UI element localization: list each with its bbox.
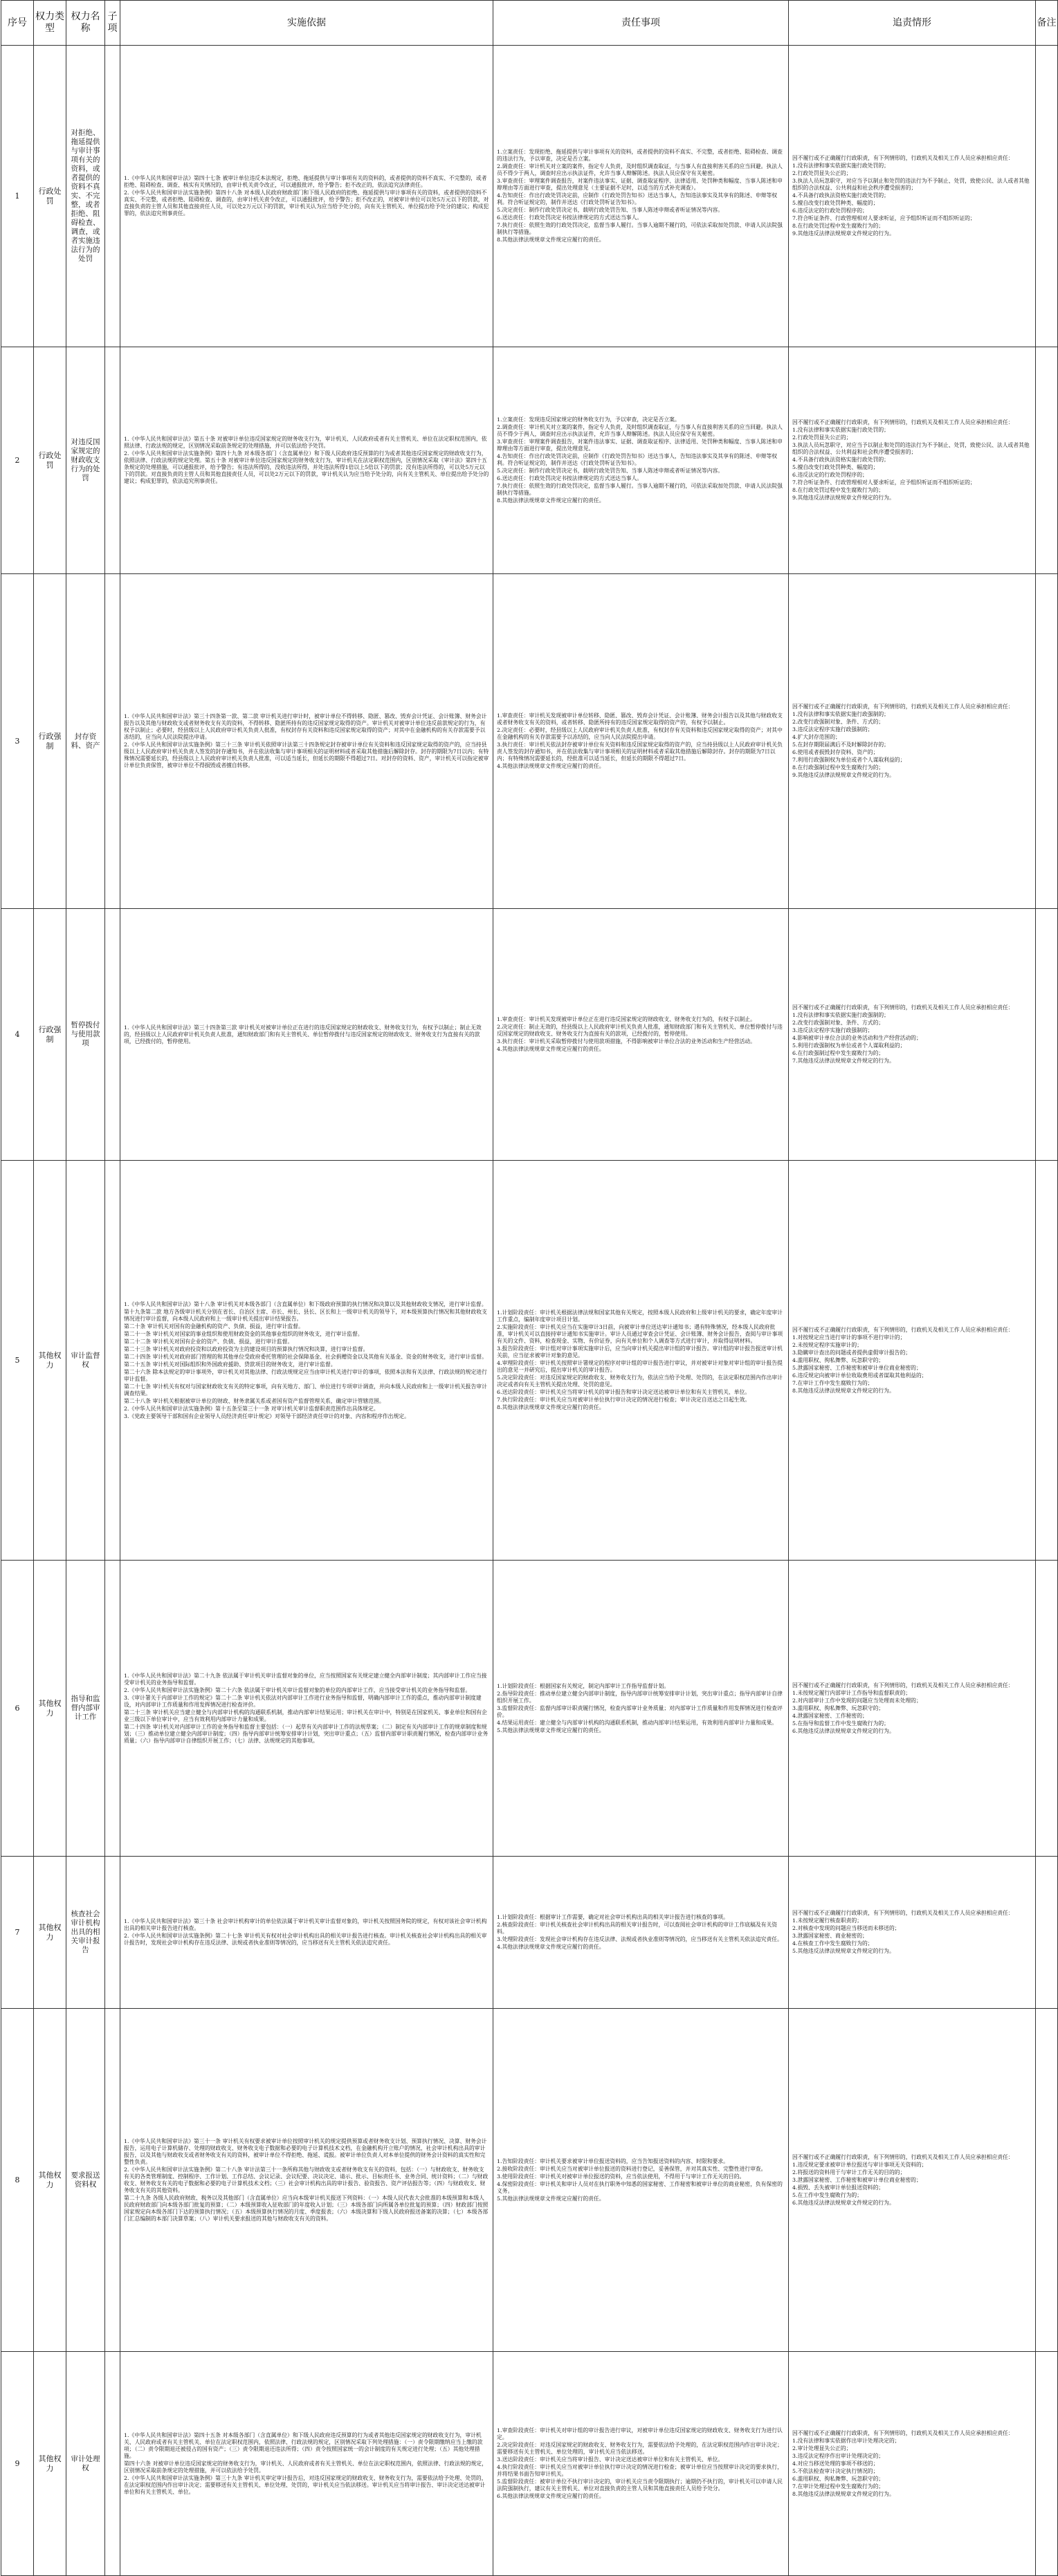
table-row — [1, 909, 1058, 1161]
basis-cell-paragraph: 2.《中华人民共和国审计法实施条例》第二十七条 审计机关有权对社会审计机构出具的相关审计报告进行核查。审计机关核查社会审计机构出具的相关审计报告时，发现社会审计机构存在违反法律、法规或者执业准则等情况的，应当移送有关主管机关依法追究责任。 — [124, 1933, 487, 1946]
accountability-cell-paragraph: 2.未按规定程序实施审计的； — [792, 1341, 863, 1348]
responsibility-cell-paragraph: 2.调查责任：审计机关对立案的案件，指定专人负责，及时组织调查取证，与当事人有直接利害关系的应当回避。执法人员不得少于两人，调查时应出示执法证件，允许当事人辩解陈述。执法人员应保守有关秘密。 — [497, 163, 783, 176]
responsibility-cell-paragraph: 3.监督阶段责任：监督内部审计职责履行情况，检查内部审计业务质量；对内部审计工作质量和作用发挥情况进行检查评价。 — [497, 1704, 783, 1718]
accountability-cell-paragraph: 因不履行或不正确履行行政职责，有下列情形的，行政机关及相关工作人员应承担相应责任： — [792, 703, 1014, 710]
responsibility-cell — [493, 46, 789, 347]
accountability-cell-paragraph: 3.违反法定程序实施行政强制的； — [792, 726, 873, 733]
responsibility-cell-paragraph: 2.指导阶段责任：推动单位建立健全内部审计制度，指导内部审计统筹安排审计计划，突出审计重点；指导内部审计自律组织开展工作。 — [497, 1690, 783, 1704]
basis-cell-paragraph: 2.《中华人民共和国审计法实施条例》第三十九条 审计机关审定审计报告后，对违反国家规定的财政收支、财务收支行为，需要依法给予处理、处罚的，在法定职权范围内作出审计决定；需要移送有关主管机关、单位处理、处罚的，审计机关应当依法移送。审计机关应当将审计报告、审计决定送达被审计单位和有关主管机关、单位。 — [124, 2474, 487, 2495]
basis-cell-paragraph: 1.《中华人民共和国审计法》第二十九条 依法属于审计机关审计监督对象的单位，应当按照国家有关规定建立健全内部审计制度；其内部审计工作应当接受审计机关的业务指导和监督。 — [124, 1672, 487, 1686]
row-index: 2 — [1, 347, 34, 574]
accountability-cell-paragraph: 因不履行或不正确履行行政职责，有下列情形的，行政机关及相关工作人员应承担相应责任： — [792, 419, 1014, 425]
sub-item-cell — [105, 2352, 120, 2576]
responsibility-cell-paragraph: 5.决定责任：制作行政处罚决定书，载明行政处罚告知、当事人陈述申辩或者听证情况等内容。 — [497, 207, 724, 213]
header-note: 备注 — [1036, 1, 1058, 46]
responsibility-cell-paragraph: 1.立案责任：发现拒绝、拖延提供与审计事项有关的资料，或者提供的资料不真实、不完整，或者拒绝、阻碍检查、调查的违法行为，予以审查，决定是否立案。 — [497, 149, 783, 162]
accountability-cell-paragraph: 2.对核查中发现的问题应当移送而未移送的； — [792, 1925, 900, 1931]
sub-item-cell — [105, 2009, 120, 2352]
note-cell — [1036, 1857, 1058, 2009]
basis-cell-paragraph: 第二十三条 审计机关应当建立健全与内部审计机构的沟通联系机制，推动内部审计结果运用；审计机关在审计中，特别是在国家机关、事业单位和国有企业三级以下单位审计中，应当有效利用内部审计力量和成果。 — [124, 1709, 487, 1722]
accountability-cell-paragraph: 4.对应当移送处理的事项不移送的； — [792, 2460, 879, 2467]
accountability-cell-paragraph: 8.其他违反法律法规规章文件规定的行为。 — [792, 2490, 895, 2497]
accountability-cell-paragraph: 9.其他违反法律法规规章文件规定的行为。 — [792, 230, 895, 237]
header-power-type: 权力类型 — [34, 1, 66, 46]
table-row — [1, 1857, 1058, 2009]
accountability-cell-paragraph: 1.对按规定应当进行审计的事项不进行审计的； — [792, 1334, 906, 1341]
responsibility-cell-paragraph: 3.审查责任：审理案件调查报告，对案件违法事实、证据、调查取证程序、法律适用、处罚种类和幅度、当事人陈述和申辩理由等方面进行审查，提出处理意见（主要证据不足时，以适当的方式补充调查）。 — [497, 178, 783, 191]
power-type-cell: 其他权力 — [34, 1161, 66, 1561]
responsibility-cell-paragraph: 1.计划阶段责任：审计机关根据法律法规和国家其他有关规定，按照本级人民政府和上级审计机关的要求，确定年度审计工作重点，编制年度审计项目计划。 — [497, 1309, 783, 1323]
accountability-cell-paragraph: 9.其他违反法律法规规章文件规定的行为。 — [792, 495, 895, 501]
basis-cell-paragraph: 2.《中华人民共和国审计法实施条例》第二十八条 审计法第三十一条所称其他与财政收支或者财务收支有关的资料，包括：（一）与财政收支、财务收支有关的各类管理制度、控制程序、工作计划、工作总结、会议记录、会议纪要、决议决定、请示、批示、目标责任书、业务合同、统计资料；（二）与财政收支、财务收支有关的电子数据和必要的电子计算机技术文档；（三）社会审计机构出具的审计报告、验资报告、资产评估报告等；（四）与财政收支、财务收支有关的其他资料。 — [124, 2166, 489, 2193]
note-cell — [1036, 46, 1058, 347]
responsibility-cell-paragraph: 4.其他法律法规规章文件规定应履行的责任。 — [497, 1944, 605, 1950]
basis-cell — [120, 46, 493, 347]
responsibility-cell-paragraph: 4.保密阶段责任：审计机关和审计人员对在执行职务中知悉的国家秘密、工作秘密和被审计单位的商业秘密，负有保密的义务。 — [497, 2180, 783, 2194]
accountability-cell-paragraph: 因不履行或不正确履行行政职责，有下列情形的，行政机关及相关工作人员应承担相应责任： — [792, 1004, 1014, 1011]
accountability-cell — [789, 1857, 1036, 2009]
responsibility-cell-paragraph: 1.审查阶段责任：审计机关对审计组的审计报告进行审议，对被审计单位违反国家规定的财政收支、财务收支行为进行认定。 — [497, 2427, 783, 2440]
responsibility-cell-paragraph: 4.告知责任：作出行政处罚决定前，应制作《行政处罚告知书》送达当事人，告知违法事实及其享有的陈述、申辩等权利。符合听证规定的，制作并送达《行政处罚听证告知书》。 — [497, 192, 778, 205]
row-index: 9 — [1, 2352, 34, 2576]
responsibility-cell-paragraph: 5.决定责任：制作行政处罚决定书，载明行政处罚告知、当事人陈述申辩或者听证情况等内容。 — [497, 468, 724, 474]
accountability-cell-paragraph: 9.其他违反法律法规规章文件规定的行为。 — [792, 772, 895, 778]
responsibility-cell-paragraph: 5.决定阶段责任：对违反国家规定的财政收支、财务收支行为，依法应当给予处理、处罚的，在法定职权范围内作出审计决定或者向有关主管机关提出处理、处罚的意见。 — [497, 1374, 783, 1388]
responsibility-cell — [493, 1561, 789, 1857]
responsibility-cell-paragraph: 6.送达阶段责任：审计机关应当将审计机关的审计报告和审计决定送达被审计单位和有关主管机关、单位。 — [497, 1389, 751, 1395]
responsibility-cell-paragraph: 2.决定责任：必要时，经县级以上人民政府审计机关负责人批准，有权封存有关资料和违反国家规定取得的资产；对其中在金融机构的有关存款需要予以冻结的，应当向人民法院提出申请。 — [497, 727, 783, 740]
responsibility-cell-paragraph: 3.送达阶段责任：审计机关应当将审计报告、审计决定送达被审计单位和有关主管机关、单位。 — [497, 2456, 724, 2463]
responsibility-cell — [493, 1857, 789, 2009]
basis-cell — [120, 1161, 493, 1561]
note-cell — [1036, 574, 1058, 909]
basis-cell-paragraph: 第二十五条 审计机关对国际组织和外国政府援助、贷款项目的财务收支，进行审计监督。 — [124, 1361, 336, 1368]
responsibility-cell-paragraph: 3.处理阶段责任：发现社会审计机构存在违反法律、法规或者执业准则等情况的，应当移送有关主管机关依法追究责任。 — [497, 1936, 783, 1942]
table-row — [1, 1161, 1058, 1561]
responsibility-cell-paragraph: 4.审理阶段责任：审计机关按照审计署规定的程序对审计组的审计报告进行审议，并对被审计对象对审计组的审计报告提出的意见一并研究后，提出审计机关的审计报告。 — [497, 1360, 783, 1373]
basis-cell-paragraph: 第二十四条 审计机关对内部审计工作的业务指导和监督主要包括：（一）起草有关内部审计工作的法规草案；（二）制定有关内部审计工作的规章制度和规划；（三）推动单位建立健全内部审计制度；（四）指导内部审计统筹安排审计计划，突出审计重点；（五）监督内部审计职责履行情况，检查内部审计业务质量；（六）指导内部审计自律组织开展工作；（七）法律、法规规定的其他事项。 — [124, 1723, 489, 1744]
responsibility-cell-paragraph: 7.执行责任：依照生效的行政处罚决定，监督当事人履行。当事人逾期不履行的，可依法采取加处罚款、申请人民法院强制执行等措施。 — [497, 483, 783, 496]
accountability-cell-paragraph: 3.违反法定程序作出审计处理决定的； — [792, 2452, 884, 2459]
accountability-cell-paragraph: 5.泄露国家秘密、工作秘密和被审计单位商业秘密的； — [792, 1364, 922, 1371]
accountability-cell-paragraph: 2.行政处罚显失公正的； — [792, 170, 852, 176]
responsibility-cell-paragraph: 2.决定责任：制止无效的，经县级以上人民政府审计机关负责人批准，通知财政部门和有关主管机关、单位暂停拨付与违反国家规定的财政收支、财务收支行为直接有关的款项，已经拨付的，暂停使用。 — [497, 1024, 783, 1037]
basis-cell-paragraph: 第二十八条 审计机关根据被审计单位的财政、财务隶属关系或者国有资产监督管理关系，确定审计管辖范围。 — [124, 1397, 385, 1404]
power-type-cell: 其他权力 — [34, 2009, 66, 2352]
row-index: 3 — [1, 574, 34, 909]
responsibility-cell-paragraph: 4.结果运用责任：建立健全与内部审计机构的沟通联系机制，推动内部审计结果运用，有效利用内部审计力量和成果。 — [497, 1719, 778, 1726]
accountability-cell-paragraph: 5.在指导和监督工作中发生腐败行为的； — [792, 1720, 889, 1727]
accountability-cell-paragraph: 4.在核查工作中发生腐败行为的； — [792, 1940, 873, 1947]
sub-item-cell — [105, 1161, 120, 1561]
basis-cell-paragraph: 1.《中华人民共和国审计法》第五十条 对被审计单位违反国家规定的财务收支行为，审计机关、人民政府或者有关主管机关、单位在法定职权范围内，依照法律、行政法规的规定，区别情况采取前条规定的处理措施，并可以依法给予处罚。 — [124, 436, 487, 449]
accountability-cell-paragraph: 因不履行或不正确履行行政职责，有下列情形的，行政机关及相关工作人员应承担相应责任： — [792, 1682, 1014, 1689]
accountability-cell-paragraph: 5.擅自改变行政处罚种类、幅度的； — [792, 200, 879, 206]
accountability-cell-paragraph: 4.滥用职权、徇私舞弊、玩忽职守的； — [792, 1356, 884, 1363]
header-basis: 实施依据 — [120, 1, 493, 46]
responsibility-cell — [493, 2009, 789, 2352]
note-cell — [1036, 2352, 1058, 2576]
basis-cell-paragraph: 第四十六条 对被审计单位违反国家规定的财务收支行为，审计机关、人民政府或者有关主管机关、单位在法定职权范围内，依照法律、行政法规的规定，区别情况采取前条规定的处理措施，并可以依法给予处罚。 — [124, 2460, 487, 2474]
accountability-cell-paragraph: 5.在封存期限届满后不及时解除封存的； — [792, 742, 889, 748]
responsibility-cell-paragraph: 5.其他法律法规规章文件规定应履行的责任。 — [497, 2195, 605, 2202]
basis-cell-paragraph: 2.《中华人民共和国审计法实施条例》第四十九条 对本级各部门（含直属单位）和下级人民政府违反预算的行为或者其他违反国家规定的财政收支行为，依照法律、行政法规的规定处理。第五十条 对被审计单位违反国家规定的财务收支行为，审计机关在法定职权范围内，区别情况采取《审计法》第四十五条规定的处理措施，可以通报批评，给予警告；有违法所得的，没收违法所得，并处违法所得1倍以上5倍以下的罚款；没有违法所得的，可以处5万元以下的罚款。对直接负责的主管人员和其他直接责任人员，可以处2万元以下的罚款，审计机关认为应当给予处分的，向有关主管机关、单位提出给予处分的建议；构成犯罪的，依法追究刑事责任。 — [124, 450, 489, 484]
responsibility-cell — [493, 2352, 789, 2576]
row-index: 7 — [1, 1857, 34, 2009]
sub-item-cell — [105, 1561, 120, 1857]
accountability-cell-paragraph: 8.在行政处罚过程中发生腐败行为的； — [792, 487, 884, 493]
basis-cell-paragraph: 1.《中华人民共和国审计法》第三十四条第三款 审计机关对被审计单位正在进行的违反国家规定的财政收支、财务收支行为，有权予以制止；制止无效的，经县级以上人民政府审计机关负责人批准，通知财政部门和有关主管机关、单位暂停拨付与违反国家规定的财政收支、财务收支行为直接有关的款项，已经拨付的，暂停使用。 — [124, 1024, 482, 1045]
responsibility-cell-paragraph: 2.核查阶段责任：审计机关核查社会审计机构出具的相关审计报告时，可以查阅社会审计机构的审计工作底稿及有关资料。 — [497, 1922, 778, 1935]
power-name-cell: 要求报送资料权 — [66, 2009, 105, 2352]
accountability-cell-paragraph: 6.滥用职权、徇私舞弊、玩忽职守的； — [792, 2475, 884, 2482]
power-type-cell: 行政强制 — [34, 574, 66, 909]
accountability-cell-paragraph: 7.利用行政强制权为单位或者个人谋取利益的； — [792, 757, 906, 763]
accountability-cell-paragraph: 6.其他违反法律法规规章文件规定的行为。 — [792, 2199, 895, 2206]
basis-cell-paragraph: 3.《审计署关于内部审计工作的规定》第二十二条 审计机关依法对内部审计工作进行业务指导和监督，明确内部审计工作的重点，推动内部审计制度建设，对内部审计工作质量和作用发挥情况进行检查评价。 — [124, 1694, 482, 1708]
responsibility-cell-paragraph: 8.其他法律法规规章文件规定应履行的责任。 — [497, 237, 605, 243]
power-name-cell: 审计处理权 — [66, 2352, 105, 2576]
accountability-cell-paragraph: 4.影响被审计单位合法的业务活动和生产经营活动的； — [792, 1035, 922, 1041]
responsibility-cell-paragraph: 4.告知责任：作出行政处罚决定前，应制作《行政处罚告知书》送达当事人，告知违法事实及其享有的陈述、申辩等权利。符合听证规定的，制作并送达《行政处罚听证告知书》。 — [497, 453, 778, 466]
power-type-cell: 行政处罚 — [34, 347, 66, 574]
responsibility-cell-paragraph: 1.审查责任：审计机关发现被审计单位转移、隐匿、篡改、毁弃会计凭证、会计账簿、财务会计报告以及其他与财政收支或者财务收支有关的资料，或者转移、隐匿所持有的违反国家规定取得的资产的，有权予以制止。 — [497, 712, 783, 726]
row-index: 1 — [1, 46, 34, 347]
accountability-cell-paragraph: 5.擅自改变行政处罚种类、幅度的； — [792, 464, 879, 470]
accountability-cell-paragraph: 4.泄露国家秘密、工作秘密的； — [792, 1712, 868, 1719]
accountability-cell-paragraph: 7.其他违反法律法规规章文件规定的行为。 — [792, 1058, 895, 1064]
basis-cell-paragraph: 1.《中华人民共和国审计法》第四十五条 对本级各部门（含直属单位）和下级人民政府违反预算的行为或者其他违反国家规定的财政收支行为，审计机关、人民政府或者有关主管机关、单位在法定职权范围内，依照法律、行政法规的规定，区别情况采取下列处理措施：（一）责令限期缴纳应当上缴的款项；（二）责令限期退还被侵占的国有资产；（三）责令限期退还违法所得；（四）责令按照国家统一的会计制度的有关规定进行处理；（五）其他处理措施。 — [124, 2431, 483, 2459]
accountability-cell-paragraph: 因不履行或不正确履行行政职责，有下列情形的，行政机关及相关工作人员应承担相应责任： — [792, 2153, 1014, 2160]
responsibility-cell-paragraph: 8.其他法律法规规章文件规定应履行的责任。 — [497, 497, 605, 504]
power-name-cell: 暂停拨付与使用款项 — [66, 909, 105, 1161]
basis-cell-paragraph: 2.《中华人民共和国审计法实施条例》第三十三条 审计机关依照审计法第三十四条规定封存被审计单位有关资料和违反国家规定取得的资产的，应当持县级以上人民政府审计机关负责人签发的封存通知书，并在依法收集与审计事项相关的证明材料或者采取其他措施后解除封存。封存的期限为7日以内；有特殊情况需要延长的，经县级以上人民政府审计机关负责人批准，可以适当延长，但延长的期限不得超过7日。对封存的资料、资产，审计机关可以指定被审计单位负责保管，被审计单位不得损毁或者擅自转移。 — [124, 742, 489, 769]
accountability-cell — [789, 2352, 1036, 2576]
accountability-cell-paragraph: 1.未按规定履行核查职责的； — [792, 1917, 863, 1924]
responsibility-cell — [493, 574, 789, 909]
note-cell — [1036, 347, 1058, 574]
sub-item-cell — [105, 347, 120, 574]
accountability-cell-paragraph: 3.执法人员玩忽职守，对应当予以制止和处罚的违法行为不予制止、处罚，致使公民、法人或者其他组织的合法权益、公共利益和社会秩序遭受损害的； — [792, 178, 1030, 191]
accountability-cell-paragraph: 4.损毁、丢失被审计单位报送资料的； — [792, 2184, 884, 2191]
accountability-cell-paragraph: 1.未按规定履行内部审计工作指导和监督职责的； — [792, 1689, 911, 1696]
accountability-cell-paragraph: 5.不依法检查审计决定执行情况的； — [792, 2467, 879, 2474]
responsibility-cell — [493, 909, 789, 1161]
basis-cell-paragraph: 第二十一条 审计机关对国家的事业组织和使用财政资金的其他事业组织的财务收支，进行审计监督。 — [124, 1330, 363, 1337]
basis-cell-paragraph: 3.《党政主要领导干部和国有企业领导人员经济责任审计规定》对领导干部经济责任审计的对象、内容和程序作出规定。 — [124, 1413, 410, 1419]
accountability-cell-paragraph: 8.在行政处罚过程中发生腐败行为的； — [792, 223, 884, 229]
accountability-cell-paragraph: 2.行政处罚显失公正的； — [792, 434, 852, 441]
power-name-cell: 审计监督权 — [66, 1161, 105, 1561]
accountability-cell-paragraph: 3.隐瞒审计查出的问题或者提供虚假审计报告的； — [792, 1349, 911, 1356]
responsibility-cell-paragraph: 3.使用阶段责任：审计机关对被审计单位报送的资料，应当依法使用，不得用于与审计工作无关的目的。 — [497, 2173, 745, 2180]
table-row — [1, 46, 1058, 347]
accountability-cell-paragraph: 3.违反法定程序实施行政强制的； — [792, 1027, 873, 1033]
responsibility-cell-paragraph: 4.其他法律法规规章文件规定应履行的责任。 — [497, 763, 605, 769]
sub-item-cell — [105, 1857, 120, 2009]
responsibility-cell-paragraph: 4.执行阶段责任：审计机关应当对被审计单位执行审计决定的情况进行检查；被审计单位应当按照审计决定的要求执行，并将结果书面告知审计机关。 — [497, 2464, 783, 2477]
header-power-name: 权力名称 — [66, 1, 105, 46]
sub-item-cell — [105, 574, 120, 909]
accountability-cell-paragraph: 2.改变行政强制对象、条件、方式的； — [792, 1020, 884, 1026]
accountability-cell-paragraph: 因不履行或不正确履行行政职责，有下列情形的，行政机关及相关工作人员应承担相应责任： — [792, 1326, 1014, 1333]
accountability-cell-paragraph: 5.利用行政强制权为单位或者个人谋取利益的； — [792, 1042, 906, 1049]
basis-cell-paragraph: 1.《中华人民共和国审计法》第十八条 审计机关对本级各部门（含直属单位）和下级政府预算的执行情况和决算以及其他财政收支情况，进行审计监督。 — [124, 1300, 487, 1307]
power-type-cell: 行政强制 — [34, 909, 66, 1161]
accountability-cell-paragraph: 2.将报送的资料用于与审计工作无关的目的的； — [792, 2169, 906, 2175]
header-accountability: 追责情形 — [789, 1, 1036, 46]
accountability-cell-paragraph: 8.其他违反法律法规规章文件规定的行为。 — [792, 1387, 895, 1394]
accountability-cell-paragraph: 4.扩大封存范围的； — [792, 734, 841, 740]
accountability-cell-paragraph: 6.违反规定向被审计单位收取费用或者谋取其他利益的； — [792, 1372, 927, 1379]
accountability-cell-paragraph: 因不履行或不正确履行行政职责，有下列情形的，行政机关及相关工作人员应承担相应责任： — [792, 155, 1014, 161]
basis-cell-paragraph: 2.《中华人民共和国审计法实施条例》第二十六条 依法属于审计机关审计监督对象的单位的内部审计工作，应当接受审计机关的业务指导和监督。 — [124, 1686, 471, 1693]
responsibility-cell-paragraph: 5.监督阶段责任：被审计单位不执行审计决定的，审计机关应当责令限期执行；逾期仍不执行的，审计机关可以申请人民法院强制执行，建议有关主管机关、单位对直接负责的主管人员和其他直接责任人员给予处分。 — [497, 2478, 783, 2492]
table-row — [1, 2352, 1058, 2576]
basis-cell-paragraph: 第二十三条 审计机关对政府投资和以政府投资为主的建设项目的预算执行情况和决算，进行审计监督。 — [124, 1345, 369, 1352]
power-name-cell: 对违反国家规定的财政收支行为的处罚 — [66, 347, 105, 574]
basis-cell-paragraph: 2.《中华人民共和国审计法实施条例》第四十八条 对本级人民政府财政部门和下级人民政府的拒绝、拖延提供与审计事项有关的资料，或者提供的资料不真实、不完整，或者拒绝、阻碍检查、调查的，由审计机关责令改正，可以通报批评，给予警告；拒不改正的，对被审计单位可以处5万元以下的罚款，对直接负责的主管人员和其他直接责任人员，可以处2万元以下的罚款，审计机关认为应当给予处分的，向有关主管机关、单位提出给予处分的建议；构成犯罪的，依法追究刑事责任。 — [124, 190, 489, 217]
basis-cell-paragraph: 第二十二条 审计机关对国有企业的资产、负债、损益，进行审计监督。 — [124, 1338, 293, 1345]
table-row — [1, 2009, 1058, 2352]
responsibility-cell-paragraph: 1.审查责任：审计机关发现被审计单位正在进行违反国家规定的财政收支、财务收支行为的，有权予以制止。 — [497, 1016, 756, 1022]
responsibility-cell-paragraph: 6.其他法律法规规章文件规定应履行的责任。 — [497, 2493, 605, 2499]
accountability-cell — [789, 1561, 1036, 1857]
accountability-cell-paragraph: 6.违反法定的行政处罚程序的； — [792, 208, 868, 214]
accountability-cell-paragraph: 6.使用或者损毁封存资料、资产的； — [792, 749, 879, 755]
power-type-cell: 其他权力 — [34, 1857, 66, 2009]
basis-cell-paragraph: 第二十四条 审计机关对政府部门管理的和其他单位受政府委托管理的社会保障基金、社会捐赠资金以及其他有关基金、资金的财务收支，进行审计监督。 — [124, 1353, 487, 1360]
basis-cell-paragraph: 1.《中华人民共和国审计法》第三十条 社会审计机构审计的单位依法属于审计机关审计监督对象的，审计机关按照国务院的规定，有权对该社会审计机构出具的相关审计报告进行核查。 — [124, 1918, 487, 1931]
note-cell — [1036, 1161, 1058, 1561]
responsibility-cell-paragraph: 6.送达责任：行政处罚决定书按法律规定的方式送达当事人。 — [497, 475, 643, 481]
basis-cell — [120, 347, 493, 574]
responsibility-cell-paragraph: 1.立案责任：发现违反国家规定的财务收支行为，予以审查，决定是否立案。 — [497, 416, 680, 423]
responsibility-cell-paragraph: 3.执行责任：审计机关依法封存被审计单位有关资料和违反国家规定取得的资产的，应当持县级以上人民政府审计机关负责人签发的封存通知书，并在依法收集与审计事项相关的证明材料或者采取其他措施后解除封存。封存的期限为7日以内；有特殊情况需要延长的，经批准可以适当延长，但延长的期限不得超过7日。 — [497, 742, 783, 762]
accountability-cell-paragraph: 7.符合听证条件、行政管理相对人要求听证，应予组织听证而不组织听证的； — [792, 215, 976, 221]
basis-cell-paragraph: 2.《中华人民共和国审计法实施条例》第十五条至第三十一条 对审计机关审计监督职责范围作出具体规定。 — [124, 1405, 379, 1412]
accountability-cell — [789, 46, 1036, 347]
accountability-cell-paragraph: 2.审计处理显失公正的； — [792, 2445, 852, 2451]
basis-cell — [120, 1561, 493, 1857]
responsibility-cell-paragraph: 1.计划阶段责任：根据国家有关规定，制定内部审计工作指导监督计划。 — [497, 1682, 670, 1689]
header-index: 序号 — [1, 1, 34, 46]
responsibility-cell-paragraph: 2.实施阶段责任：审计机关应当在实施审计3日前，向被审计单位送达审计通知书；遇有特殊情况，经本级人民政府批准，审计机关可以直接持审计通知书实施审计。审计人员通过审查会计凭证、会计账簿、财务会计报告，查阅与审计事项有关的文件、资料，检查现金、实物、有价证券，向有关单位和个人调查等方式进行审计，并取得证明材料。 — [497, 1324, 783, 1344]
accountability-cell-paragraph: 2.对内部审计工作中发现的问题应当处理而未处理的； — [792, 1697, 922, 1704]
responsibility-cell-paragraph: 2.调查责任：审计机关对立案的案件，指定专人负责，及时组织调查取证，与当事人有直接利害关系的应当回避。执法人员不得少于两人，调查时应出示执法证件，允许当事人辩解陈述。执法人员应保守有关秘密。 — [497, 424, 783, 437]
sub-item-cell — [105, 46, 120, 347]
accountability-cell-paragraph: 因不履行或不正确履行行政职责，有下列情形的，行政机关及相关工作人员应承担相应责任： — [792, 1910, 1014, 1916]
basis-cell — [120, 2009, 493, 2352]
accountability-cell-paragraph: 4.不具备行政执法资格实施行政处罚的； — [792, 192, 889, 199]
accountability-cell-paragraph: 1.没有法律和事实依据作出审计处理决定的； — [792, 2437, 900, 2444]
responsibility-cell — [493, 1161, 789, 1561]
responsibility-cell-paragraph: 2.接收阶段责任：审计机关应当对被审计单位报送的资料进行登记，妥善保管，并对其真实性、完整性进行审查。 — [497, 2165, 767, 2172]
accountability-cell-paragraph: 3.泄露国家秘密、工作秘密和被审计单位商业秘密的； — [792, 2176, 922, 2183]
responsibility-cell-paragraph: 1.告知阶段责任：审计机关要求被审计单位报送资料的，应当告知报送资料的内容、时限和要求。 — [497, 2158, 729, 2164]
basis-cell — [120, 2352, 493, 2576]
responsibility-cell-paragraph: 3.审查责任：审理案件调查报告，对案件违法事实、证据、调查取证程序、法律适用、处罚种类和幅度、当事人陈述和申辩理由等方面进行审查，提出处理意见。 — [497, 439, 783, 452]
power-type-cell: 其他权力 — [34, 2352, 66, 2576]
accountability-cell-paragraph: 6.在行政强制过程中发生腐败行为的； — [792, 1050, 884, 1056]
power-name-cell: 核查社会审计机构出具的相关审计报告 — [66, 1857, 105, 2009]
accountability-cell-paragraph: 8.在行政强制过程中发生腐败行为的； — [792, 764, 884, 771]
basis-cell-paragraph: 1.《中华人民共和国审计法》第三十四条第一款、第二款 审计机关进行审计时，被审计单位不得转移、隐匿、篡改、毁弃会计凭证、会计账簿、财务会计报告以及其他与财政收支或者财务收支有关的资料，不得转移、隐匿所持有的违反国家规定取得的资产。审计机关对被审计单位违反前款规定的行为，有权予以制止；必要时，经县级以上人民政府审计机关负责人批准，有权封存有关资料和违反国家规定取得的资产；对其中在金融机构的有关存款需要予以冻结的，应当向人民法院提出申请。 — [124, 713, 487, 740]
responsibility-cell-paragraph: 6.送达责任：行政处罚决定书按法律规定的方式送达当事人。 — [497, 214, 643, 221]
power-list-table — [1, 0, 1058, 2576]
table-body — [1, 46, 1058, 2576]
accountability-cell-paragraph: 1.没有法律和事实依据实施行政处罚的； — [792, 427, 889, 433]
accountability-cell-paragraph: 5.在工作中发生腐败行为的； — [792, 2191, 863, 2198]
header-row — [1, 1, 1058, 46]
basis-cell-paragraph: 第二十六条 除本法规定的审计事项外，审计机关对其他法律、行政法规规定应当由审计机关进行审计的事项，依照本法和有关法律、行政法规的规定进行审计监督。 — [124, 1368, 487, 1382]
basis-cell — [120, 574, 493, 909]
row-index: 5 — [1, 1161, 34, 1561]
power-type-cell: 其他权力 — [34, 1561, 66, 1857]
basis-cell-paragraph: 第二十七条 审计机关有权对与国家财政收支有关的特定事项，向有关地方、部门、单位进行专项审计调查，并向本级人民政府和上一级审计机关报告审计调查结果。 — [124, 1383, 487, 1397]
accountability-cell — [789, 574, 1036, 909]
responsibility-cell-paragraph: 4.其他法律法规规章文件规定应履行的责任。 — [497, 1046, 605, 1052]
responsibility-cell-paragraph: 8.其他法律法规规章文件规定应履行的责任。 — [497, 1404, 605, 1410]
accountability-cell — [789, 909, 1036, 1161]
power-name-cell: 封存资料、资产 — [66, 574, 105, 909]
accountability-cell-paragraph: 7.符合听证条件、行政管理相对人要求听证，应予组织听证而不组织听证的； — [792, 479, 976, 486]
header-responsibility: 责任事项 — [493, 1, 789, 46]
note-cell — [1036, 909, 1058, 1161]
basis-cell-paragraph: 第十九条第二款 地方各级审计机关分别在省长、自治区主席、市长、州长、县长、区长和上一级审计机关的领导下，对本级预算执行情况和其他财政收支情况进行审计监督，向本级人民政府和上一级审计机关提出审计结果报告。 — [124, 1308, 487, 1322]
basis-cell-paragraph: 1.《中华人民共和国审计法》第四十七条 被审计单位违反本法规定，拒绝、拖延提供与审计事项有关的资料的，或者提供的资料不真实、不完整的，或者拒绝、阻碍检查、调查、核实有关情况的，由审计机关责令改正，可以通报批评，给予警告；拒不改正的，依法追究法律责任。 — [124, 175, 487, 188]
note-cell — [1036, 2009, 1058, 2352]
basis-cell-paragraph: 第二十条 审计机关对国有的金融机构的资产、负债、损益，进行审计监督。 — [124, 1323, 304, 1330]
table-row — [1, 1561, 1058, 1857]
accountability-cell-paragraph: 5.其他违反法律法规规章文件规定的行为。 — [792, 1948, 895, 1954]
accountability-cell-paragraph: 6.违反法定的行政处罚程序的； — [792, 472, 868, 478]
basis-cell-paragraph: 第二十九条 各级人民政府财政、税务以及其他部门（含直属单位）应当向本级审计机关报送下列资料：（一）本级人民代表大会批准的本级预算和本级人民政府财政部门向本级各部门批复的预算；（二）本级预算收入征收部门的年度收入计划；（三）本级各部门向所属各单位批复的预算；（四）财政部门按照国家规定向本级各部门下达的预算执行情况；（五）本级预算执行情况的月度、季度报表；（六）本级决算和下级人民政府报送备案的决算；（七）本级各部门汇总编制的本部门决算草案；（八）审计机关要求报送的其他与财政收支有关的资料。 — [124, 2194, 489, 2222]
accountability-cell-paragraph: 1.没有法律和事实依据实施行政强制的； — [792, 711, 889, 717]
accountability-cell-paragraph: 3.泄露国家秘密、商业秘密的； — [792, 1933, 868, 1939]
power-name-cell: 指导和监督内部审计工作 — [66, 1561, 105, 1857]
accountability-cell-paragraph: 3.执法人员玩忽职守，对应当予以制止和处罚的违法行为不予制止、处罚，致使公民、法人或者其他组织的合法权益、公共利益和社会秩序遭受损害的； — [792, 442, 1030, 455]
accountability-cell-paragraph: 1.违反规定要求被审计单位报送与审计事项无关资料的； — [792, 2161, 927, 2168]
table-row — [1, 574, 1058, 909]
table-row — [1, 347, 1058, 574]
accountability-cell-paragraph: 因不履行或不正确履行行政职责，有下列情形的，行政机关及相关工作人员应承担相应责任： — [792, 2429, 1014, 2436]
row-index: 6 — [1, 1561, 34, 1857]
basis-cell-paragraph: 1.《中华人民共和国审计法》第三十一条 审计机关有权要求被审计单位按照审计机关的规定提供预算或者财务收支计划、预算执行情况、决算、财务会计报告，运用电子计算机储存、处理的财政收支、财务收支电子数据和必要的电子计算机技术文档，在金融机构开立账户的情况，社会审计机构出具的审计报告，以及其他与财政收支或者财务收支有关的资料，被审计单位不得拒绝、拖延、谎报。被审计单位负责人对本单位提供的财务会计资料的真实性和完整性负责。 — [124, 2137, 487, 2165]
row-index: 4 — [1, 909, 34, 1161]
power-name-cell: 对拒绝、拖延提供与审计事项有关的资料，或者提供的资料不真实、不完整，或者拒绝、阻碍检查、调查，或者实施违法行为的处罚 — [66, 46, 105, 347]
accountability-cell-paragraph: 2.改变行政强制对象、条件、方式的； — [792, 719, 884, 725]
row-index: 8 — [1, 2009, 34, 2352]
note-cell — [1036, 1561, 1058, 1857]
accountability-cell — [789, 1161, 1036, 1561]
basis-cell — [120, 1857, 493, 2009]
accountability-cell-paragraph: 1.没有法律和事实依据实施行政处罚的； — [792, 163, 889, 169]
responsibility-cell-paragraph: 1.计划阶段责任：根据审计工作需要，确定对社会审计机构出具的相关审计报告进行核查的事项。 — [497, 1914, 729, 1920]
responsibility-cell-paragraph: 5.其他法律法规规章文件规定应履行的责任。 — [497, 1727, 605, 1733]
responsibility-cell — [493, 347, 789, 574]
power-type-cell: 行政处罚 — [34, 46, 66, 347]
responsibility-cell-paragraph: 3.报告阶段责任：审计组对审计事项实施审计后，应当向审计机关提出审计组的审计报告。审计组的审计报告报送审计机关前，应当征求被审计对象的意见。 — [497, 1345, 783, 1359]
accountability-cell-paragraph: 7.在审计工作中发生腐败行为的； — [792, 1379, 873, 1386]
accountability-cell — [789, 347, 1036, 574]
accountability-cell-paragraph: 7.在审计处理过程中发生腐败行为的； — [792, 2483, 884, 2490]
responsibility-cell-paragraph: 3.执行责任：审计机关采取暂停拨付与使用款项措施，不得影响被审计单位合法的业务活动和生产经营活动。 — [497, 1038, 756, 1045]
responsibility-cell-paragraph: 7.执行责任：依照生效的行政处罚决定，监督当事人履行。当事人逾期不履行的，可依法采取加处罚款、申请人民法院强制执行等措施。 — [497, 222, 783, 235]
accountability-cell-paragraph: 4.不具备行政执法资格实施行政处罚的； — [792, 457, 889, 463]
accountability-cell-paragraph: 1.没有法律和事实依据实施行政强制的； — [792, 1012, 889, 1018]
responsibility-cell-paragraph: 7.执行阶段责任：审计机关应当对被审计单位执行审计决定的情况进行检查；审计决定自送达之日起生效。 — [497, 1397, 751, 1403]
accountability-cell — [789, 2009, 1036, 2352]
sub-item-cell — [105, 909, 120, 1161]
basis-cell — [120, 909, 493, 1161]
header-sub-item: 子项 — [105, 1, 120, 46]
accountability-cell-paragraph: 6.其他违反法律法规规章文件规定的行为。 — [792, 1727, 895, 1734]
accountability-cell-paragraph: 3.滥用职权、徇私舞弊、玩忽职守的； — [792, 1704, 884, 1711]
responsibility-cell-paragraph: 2.决定阶段责任：对违反国家规定的财政收支、财务收支行为，需要依法给予处理的，在法定职权范围内作出审计决定；需要移送有关主管机关、单位处理的，审计机关应当依法移送。 — [497, 2442, 783, 2455]
